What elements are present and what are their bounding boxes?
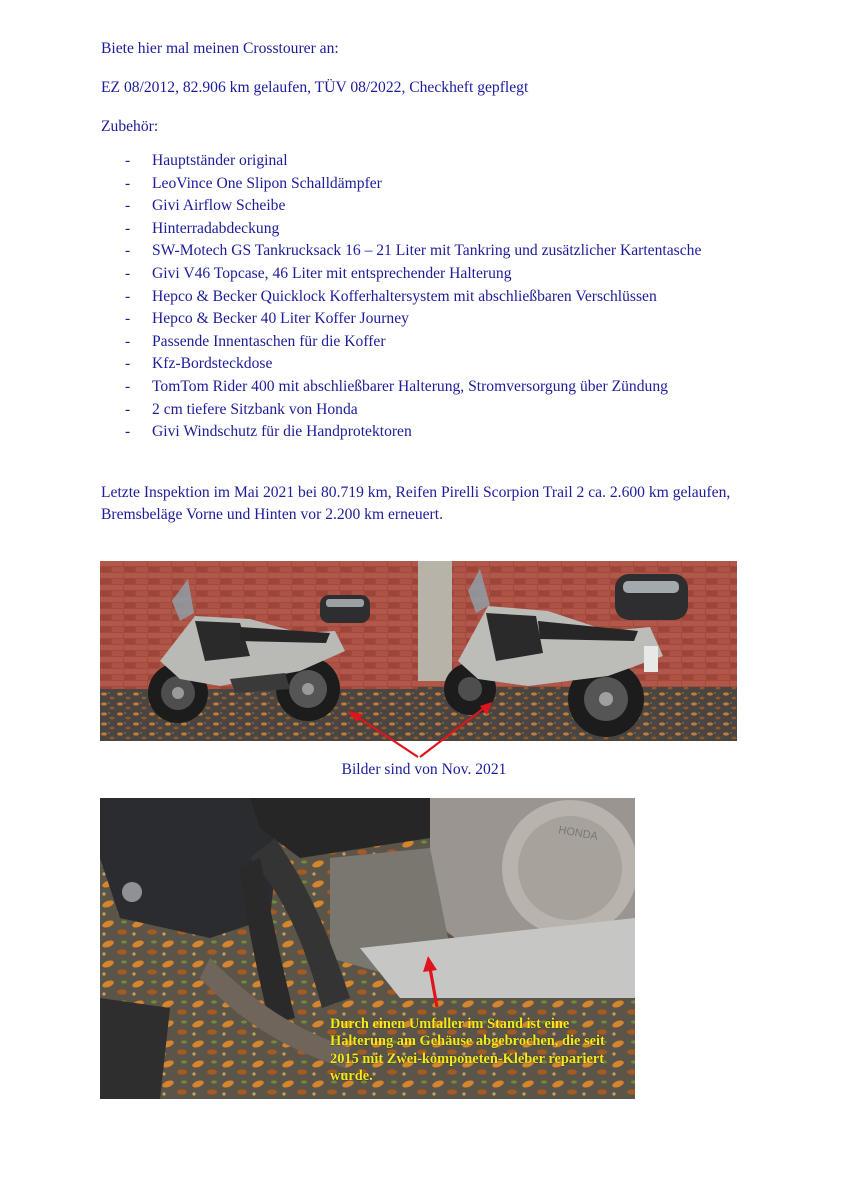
engine-brand-label: HONDA [557,824,599,843]
list-item [101,150,741,173]
list-marker: - [125,242,131,260]
last-service-text: Letzte Inspektion im Mai 2021 bei 80.719 km, Reifen Pirelli Scorpion Trail 2 ca. 2.600 km gelaufen, Bremsbeläge Vorne und Hinten vor 2.200 km erneuert. [101,484,731,523]
list-item [101,286,741,309]
list-item-text: Hauptständer original [152,152,288,169]
list-item-text: Kfz-Bordsteckdose [152,355,273,373]
list-item [101,421,741,444]
list-marker: - [125,174,131,192]
list-item-text: Hepco & Becker 40 Liter Koffer Journey [152,310,409,328]
list-item-text: LeoVince One Slipon Schalldämpfer [152,174,382,192]
facts-text: EZ 08/2012, 82.906 km gelaufen, TÜV 08/2022, Checkheft gepflegt [101,79,529,96]
list-marker: - [125,287,131,305]
list-item-text: Givi V46 Topcase, 46 Liter mit entsprechender Halterung [152,264,512,282]
list-item-text: Hinterradabdeckung [152,219,280,237]
list-marker: - [125,400,131,418]
list-item-text: Givi Airflow Scheibe [152,197,286,215]
list-item-text: TomTom Rider 400 mit abschließbarer Halterung, Stromversorgung über Zündung [152,377,668,395]
list-item-text: Passende Innentaschen für die Koffer [152,332,386,350]
list-item-text: Givi Windschutz für die Handprotektoren [152,423,412,441]
list-item [101,331,741,354]
list-item [101,218,741,241]
list-item [101,308,741,331]
accessories-list [101,150,741,444]
list-marker: - [125,197,131,215]
list-marker: - [125,264,131,282]
photos-caption: Bilder sind von Nov. 2021 [341,761,507,778]
motorcycle-photo-rear [418,561,737,741]
list-item-text: 2 cm tiefere Sitzbank von Honda [152,400,358,418]
list-marker: - [125,332,131,350]
list-marker: - [125,377,131,395]
list-item [101,353,741,376]
list-item [101,173,741,196]
list-marker: - [125,152,131,169]
motorcycle-photo-side [100,561,418,741]
list-item [101,263,741,286]
list-marker: - [125,219,131,237]
list-item [101,195,741,218]
list-item [101,376,741,399]
accessories-heading: Zubehör: [101,118,159,135]
intro-text: Biete hier mal meinen Crosstourer an: [101,40,339,57]
list-item-text: SW-Motech GS Tankrucksack 16 – 21 Liter mit Tankring und zusätzlicher Kartentasche [152,242,702,260]
list-marker: - [125,310,131,328]
list-item [101,240,741,263]
list-item [101,399,741,422]
list-marker: - [125,423,131,441]
damage-caption: Durch einen Umfaller im Stand ist eine Halterung am Gehäuse abgebrochen, die seit 2015 mit Zwei-komponeten-Kleber repariert wurde. [330,1016,605,1085]
list-item-text: Hepco & Becker Quicklock Kofferhaltersystem mit abschließbaren Verschlüssen [152,287,657,305]
list-marker: - [125,355,131,373]
